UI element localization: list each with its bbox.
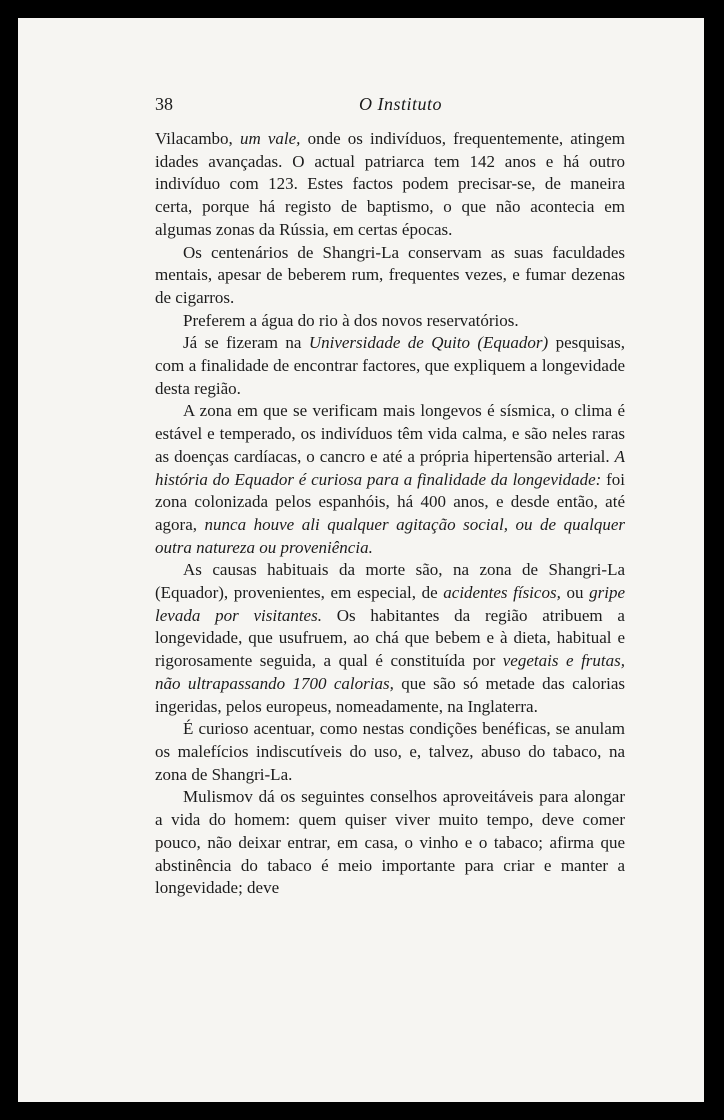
text-run: A zona em que se verificam mais longevos é sísmica, o clima é estável e temperado, os indivíduos têm vida calma, e são neles raras as doenças cardíacas, o cancro e até a própria hipertensão arterial.: [155, 401, 625, 466]
running-title: O Instituto: [358, 94, 442, 114]
text-run: Os habitantes da região atribuem a longevidade, que usufruem, ao chá que bebem e à dieta, habitual e rigorosamente seguida, a qual é constituída por: [155, 605, 625, 671]
text-run: foi zona colonizada pelos espanhóis, há 400 anos, e desde então, até agora,: [155, 469, 625, 534]
paragraph: [155, 400, 625, 559]
text-run: pesquisas, com a finalidade de encontrar factores, que expliquem a longevidade desta região.: [155, 333, 625, 398]
italic-text: gripe levada por visitantes.: [155, 583, 625, 625]
text-run: As causas habituais da morte são, na zona de Shangri-La (Equador), provenientes, em especial, de: [155, 560, 625, 603]
italic-text: nunca houve ali qualquer agitação social, ou de qualquer outra natureza ou proveniência.: [155, 514, 625, 557]
paragraph: [155, 128, 625, 242]
text-run: ou: [560, 583, 590, 603]
paragraph: [155, 332, 625, 400]
text-run: que são só metade das calorias ingeridas, pelos europeus, nomeadamente, na Inglaterra.: [155, 673, 625, 716]
text-run: Vilacambo,: [155, 129, 240, 148]
text-run: Mulismov dá os seguintes conselhos aproveitáveis para alongar a vida do homem: quem quiser viver muito tempo, deve comer pouco, não deixar entrar, em casa, o vinho e o tabaco; afirma que abstinência do tabaco é meio importante para criar e manter a longevidade; deve: [155, 787, 625, 898]
body-text: [155, 128, 625, 900]
text-run: onde os indivíduos, frequentemente, atingem idades avançadas. O actual patriarca tem 142 anos e há outro indivíduo com 123. Estes factos podem precisar-se, de maneira certa, porque há registo de baptismo, o que não acontecia em algumas zonas da Rússia, em certas épocas.: [155, 129, 626, 239]
page-header: [155, 94, 646, 124]
text-run: Já se fizeram na: [183, 333, 309, 353]
italic-text: A história do Equador é curiosa para a finalidade da longevidade:: [155, 446, 625, 489]
paragraph: [155, 786, 625, 900]
italic-text: Universidade de Quito (Equador): [308, 333, 549, 353]
text-run: É curioso acentuar, como nestas condições benéficas, se anulam os malefícios indiscutíveis do uso, e, talvez, abuso do tabaco, na zona de Shangri-La.: [155, 719, 625, 784]
italic-text: um vale,: [239, 129, 301, 148]
paragraph: [155, 718, 625, 786]
text-run: Preferem a água do rio à dos novos reservatórios.: [183, 310, 519, 330]
text-run: Os centenários de Shangri-La conservam as suas faculdades mentais, apesar de beberem rum, frequentes vezes, e fumar dezenas de cigarros.: [155, 242, 625, 307]
paragraph: [155, 242, 625, 310]
italic-text: acidentes físicos,: [443, 583, 561, 603]
paragraph: [155, 310, 625, 333]
book-page: [18, 18, 704, 1102]
paragraph: [155, 559, 625, 718]
italic-text: vegetais e frutas, não ultrapassando 1700 calorias,: [155, 651, 625, 693]
page-number: 38: [155, 94, 173, 114]
